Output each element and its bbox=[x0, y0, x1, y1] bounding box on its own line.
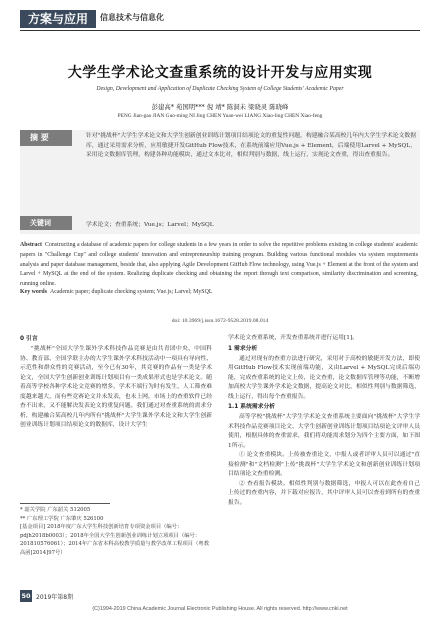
authors-en: PENG Jian-gao JIAN Guo-ming NI Jing CHEN Yuan-wei LIANG Xiao-ling CHEN Xiao-feng bbox=[117, 113, 323, 119]
footnotes bbox=[20, 506, 212, 558]
body-paragraph: "挑战杯"全国大学生课外学术科技作品竞赛是由共青团中央、中国科协、教育部、全国学联主办的大学生课外学术科技活动中一项具有导向性、示范性和群众性的竞赛活动，至今已有30年，其竞赛的作品有一类是学术论文，全国大学生创新创业训练计划项目有一类成果形式也是学术论文。随着高等学校各种学术论文竞赛的增多，学术不端行为时有发生，人工筛查难度越来越大，而有些竞赛论文并未发表，也未上网，市场上的查重软件已经查不出来，又不能解决发表论文的重复问题。我们通过对查重系统的需求分析，构建融合某高校几年内所有"挑战杯"大学生课外学术论文和大学生创新创业训练计划项目结项论文的数据库，设计大学生 bbox=[20, 346, 212, 428]
english-abstract-label: Abstract bbox=[20, 242, 42, 248]
section-tag: 方案与应用 bbox=[20, 10, 96, 28]
section-heading: 0 引言 bbox=[20, 336, 38, 342]
doi: doi: 10.3969/j.issn.1672-9528.2019.08.014 bbox=[171, 318, 269, 324]
page-number: 50 bbox=[21, 592, 31, 600]
body-right-column bbox=[228, 334, 420, 508]
paper-title-en: Design, Development and Application of Duplicate Checking System of College Students' Academic Paper bbox=[96, 86, 344, 92]
english-keywords-label: Key words bbox=[20, 289, 47, 295]
body-paragraph: ② 查看报告模块。相似性判别与数据筛选，申报人可以在此查看自己上传过的查重内容，并下载对应报告，其中评审人员可以查看到所有的查重报告。 bbox=[228, 480, 420, 506]
footnote: ** 广东理工学院 广东肇庆 526100 bbox=[20, 515, 104, 522]
header-rule bbox=[20, 30, 420, 31]
english-keywords bbox=[20, 289, 418, 295]
body-left-column bbox=[20, 334, 212, 431]
keywords-text: 学术论文；查重系统；Vue.js；Larvel；MySQL bbox=[86, 222, 214, 228]
body-paragraph: ① 论文查重模块。上传被查重论文，中报人或者评审人员可以通过"直接检测"和"文档检测"上传"挑战杯"大学生学术论文和创新创业训练计划项目结项论文查重检测。 bbox=[228, 452, 420, 477]
abstract-text: 针对"挑战杯"大学生学术论文和大学生创新创业训练计划项目结项论文的重复性问题，构建融合某高校几年内大学生学术论文数据库，通过采用需求分析，应用敏捷开发GitHub Flow技术，在系统前端应用Vue.js + Element，后端使用Larvel + MySQL，采用论文数据库管理，构建各种功能模块，通过文本比对，相似判别与数据，线上运行，实现论文查重，得出查重报告。 bbox=[86, 133, 416, 159]
body-paragraph: 学术论文查重系统，开发查重系统并进行运用[1]。 bbox=[228, 335, 358, 341]
authors: 彭建高* 苑国明*** 倪 靖* 陈洞未 梁晓灵 陈晓峰 bbox=[151, 103, 289, 111]
paper-title: 大学生学术论文查重系统的设计开发与应用实现 bbox=[67, 65, 373, 81]
copyright-line: (C)1994-2019 China Academic Journal Electronic Publishing House. All rights reserved. http://www.cnki.net bbox=[92, 606, 348, 612]
keywords-label: 关键词 bbox=[20, 216, 72, 230]
english-abstract bbox=[20, 241, 418, 290]
footnote-rule bbox=[20, 503, 110, 504]
body-paragraph: 高等学校"挑战杯"大学生学术论文查重系统主要面向"挑战杯"大学生学术科技作品竞赛项目论文、大学生创新创业训练计划项目结项论文评审人员使用，根据具体的查重需求，我们将功能需求划分为四个主要方面，如下图1所示。 bbox=[228, 414, 420, 449]
english-abstract-text: Constructing a database of academic papers for college students in a few years in order to solve the repetitive problems existing in college students' academic papers in "Challenge Cup" and college students' innovation and entrepreneurship training program. Building various functional modules via system requirements analysis and paper database management, beside that, also applying Agile Development GitHub Flow technology, using Vue.js + Element at the front of the system and Larvel + MySQL at the end of the system. Realizing duplicate checking and obtaining the report through text comparison, similarity discrimination and screening, running online. bbox=[20, 242, 418, 288]
subsection-heading: 1.1 系统需求分析 bbox=[228, 404, 276, 410]
abstract-label: 摘 要 bbox=[20, 130, 72, 146]
column-tag: 信息技术与信息化 bbox=[100, 13, 164, 22]
section-heading: 1 需求分析 bbox=[228, 345, 258, 352]
footnote: [基金项目] 2018年度广东大学生科技创新培育专项资金项目（编号：pdjh2018b0003）；2018年全国大学生创新创业训练计划立项项目（编号：201810576061）；2014年广东省本科高校教学质量与教学改革工程项目（粤教高函[2014]97号） bbox=[20, 524, 209, 556]
footnote: * 韶关学院 广东韶关 512005 bbox=[20, 507, 91, 513]
issue-label: 2019年第8期 bbox=[36, 594, 74, 601]
english-keywords-text: Academic paper; duplicate checking system; Vue.js; Larvel; MySQL bbox=[49, 289, 213, 295]
body-paragraph: 通过对现有的查重方法进行研究，采用对于高校的敏捷开发方法，即使用GitHub Flow技术实现前端功能，又由Larvel + MySQL完成后端功能，完成查重系统的论文上传，论文查重，论文数据库管理等功能，不断增加高校大学生课外学术论文数据，提高论文对比，相似性判别与数据筛选，线上运行，得出每个查重报告。 bbox=[228, 355, 420, 400]
